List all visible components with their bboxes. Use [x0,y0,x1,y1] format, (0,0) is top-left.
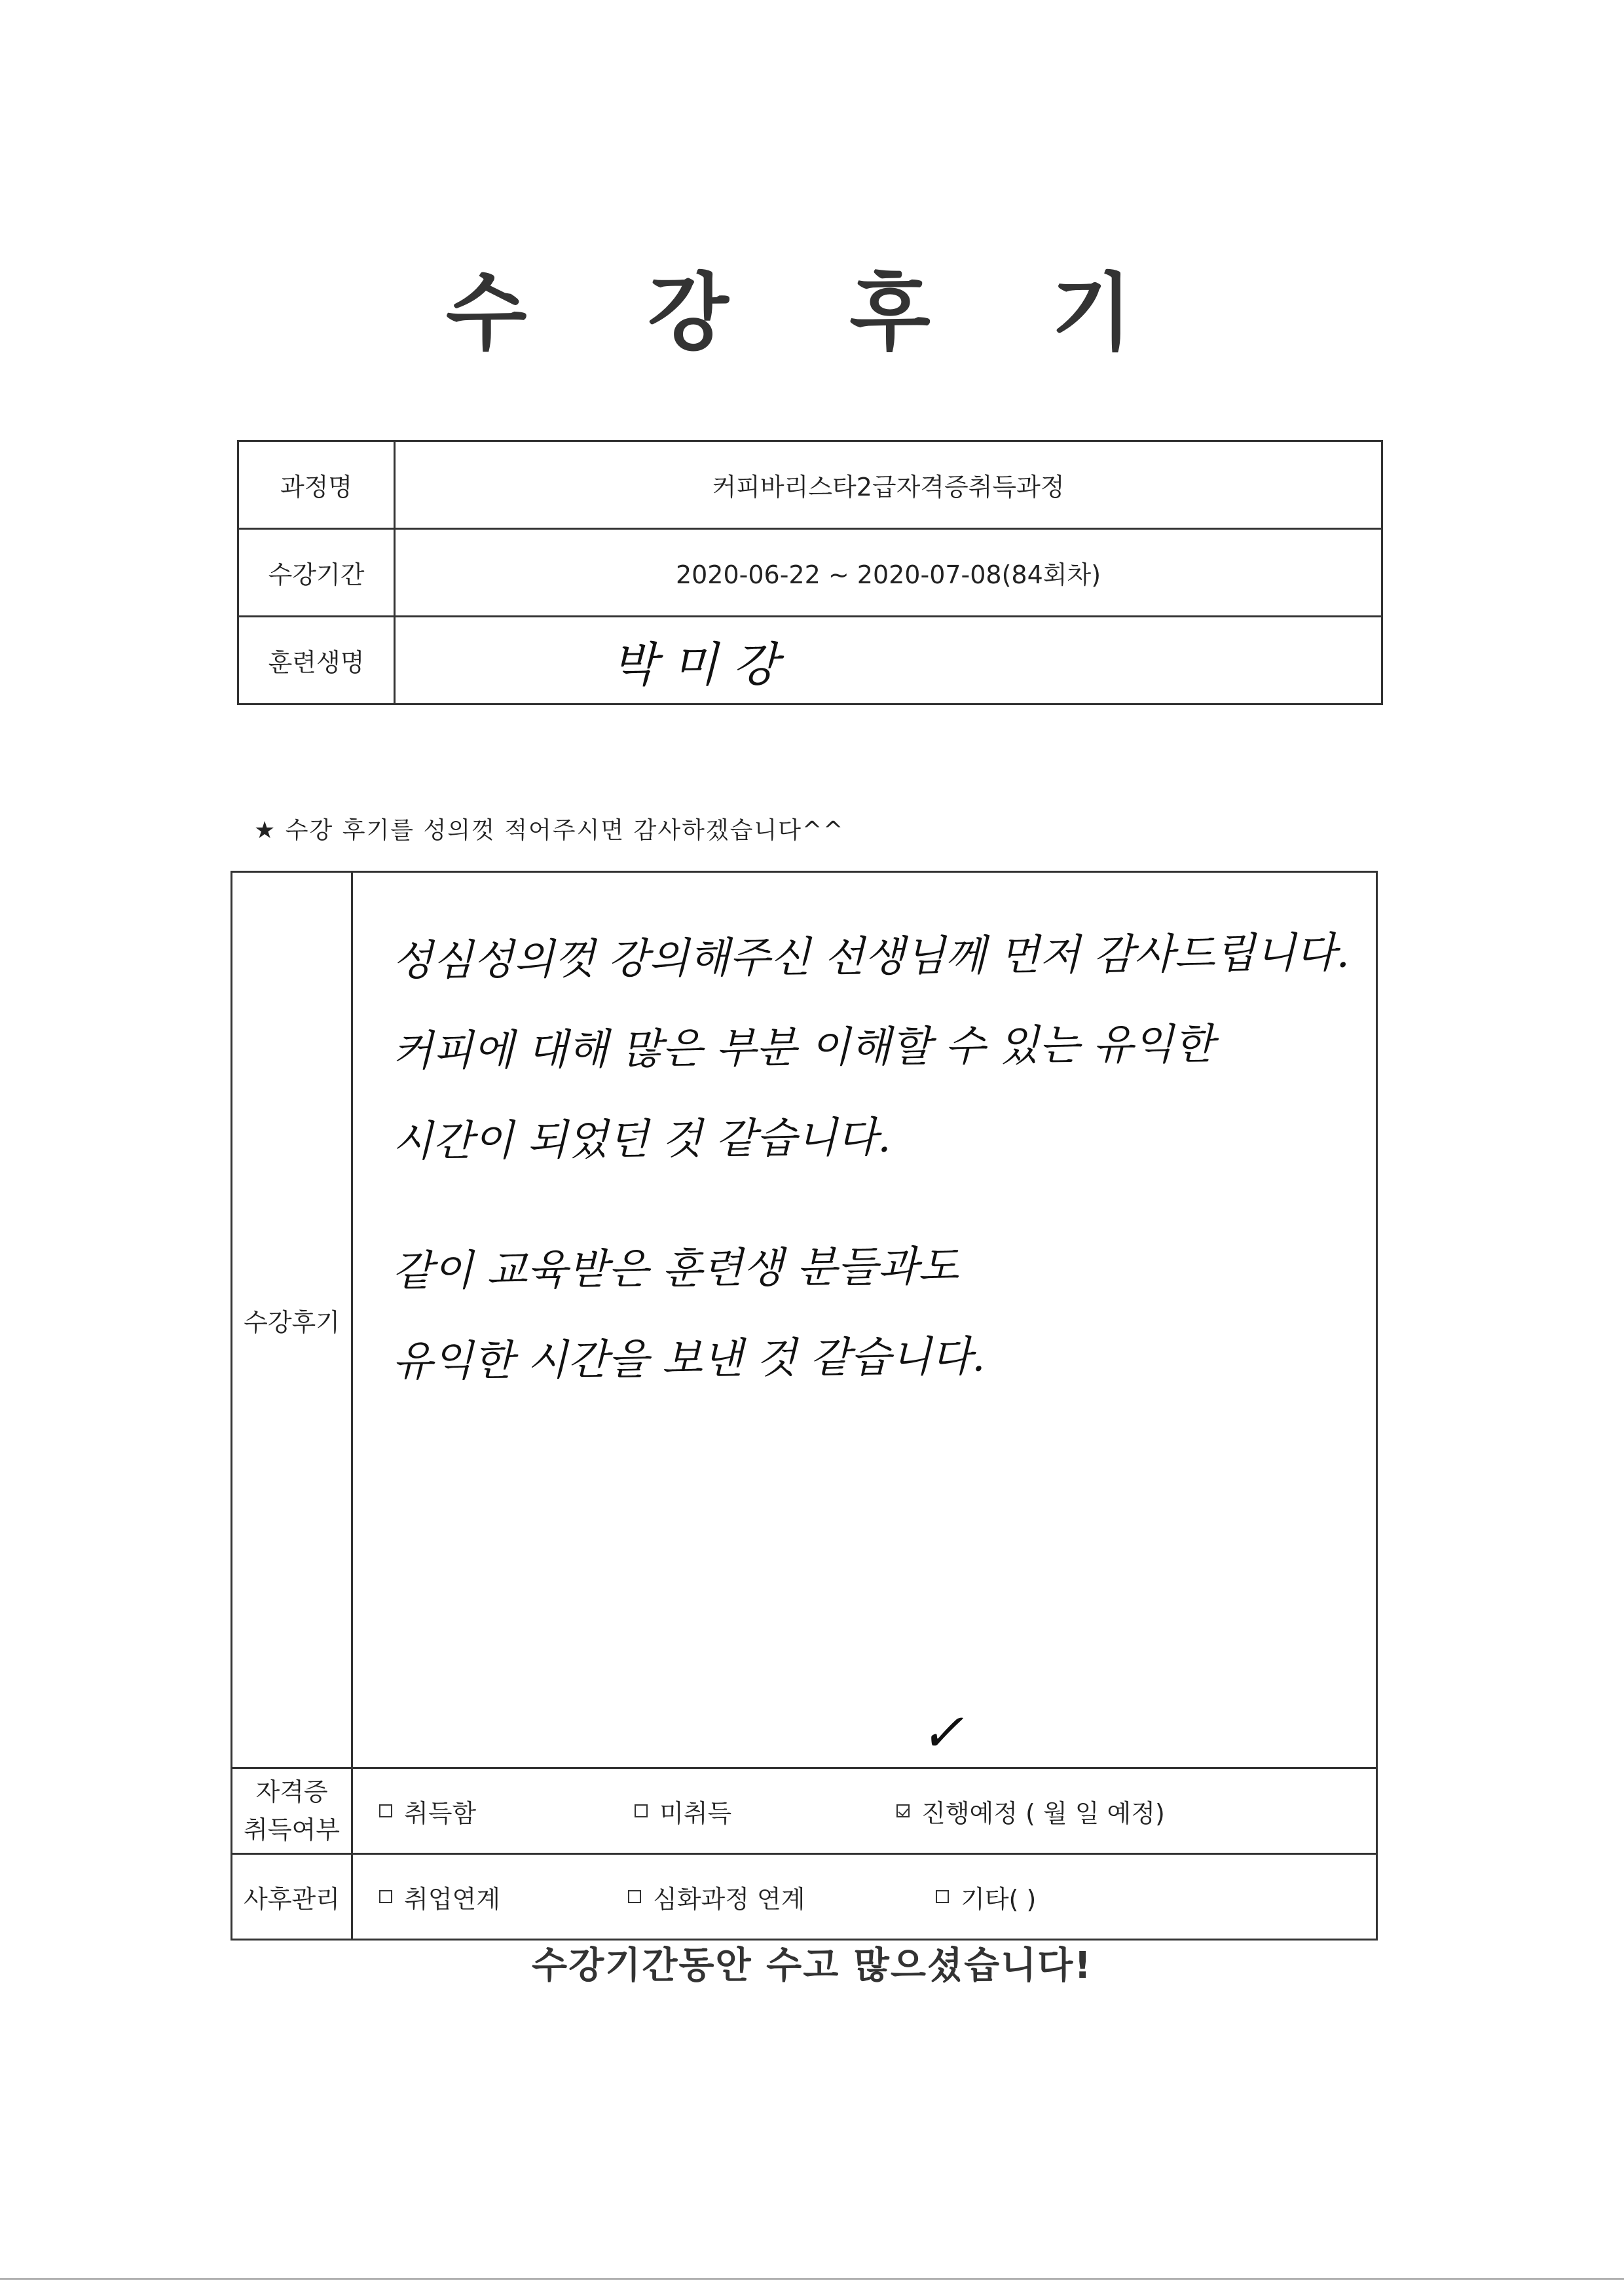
course-label: 과정명 [238,441,395,529]
page-title: 수 강 후 기 [445,264,1179,362]
trainee-row [238,617,1382,704]
option-job-link[interactable] [379,1879,628,1915]
handwritten-check-mark: ✓ [920,1702,965,1763]
trainee-label: 훈련생명 [238,617,395,704]
option-job-link-label: 취업연계 [404,1884,500,1914]
option-in-progress[interactable] [896,1793,1165,1829]
trainee-name-handwritten: 박 미 강 [612,636,779,692]
option-in-progress-label: 진행예정 ( 월 일 예정) [921,1798,1165,1828]
obtained-checkbox[interactable] [379,1804,392,1817]
closing-message: 수강기간동안 수고 많으셨습니다! [532,1944,1092,1987]
option-advanced-course-label: 심화과정 연계 [653,1884,805,1914]
certificate-label [232,1768,352,1854]
review-line-5: 유익한 시간을 보낸 것 같습니다. [392,1332,986,1387]
review-line-3: 시간이 되었던 것 같습니다. [392,1113,891,1167]
period-label: 수강기간 [238,529,395,617]
in-progress-checkbox[interactable] [896,1804,910,1817]
review-line-2: 커피에 대해 많은 부분 이해할 수 있는 유익한 [392,1020,1215,1076]
bottom-divider [0,2278,1624,2280]
review-instruction-note: ★ 수강 후기를 성의껏 적어주시면 감사하겠습니다^^ [254,817,845,844]
option-not-obtained-label: 미취득 [659,1798,732,1828]
followup-label: 사후관리 [232,1854,352,1940]
option-not-obtained[interactable] [635,1793,896,1829]
period-row [238,529,1382,617]
certificate-row [232,1768,1377,1854]
review-table [231,871,1378,1941]
option-obtained-label: 취득함 [404,1798,477,1828]
certificate-label-line1: 자격증 [255,1777,328,1806]
course-row [238,441,1382,529]
course-info-table [237,440,1383,705]
not-obtained-checkbox[interactable] [635,1804,648,1817]
option-other[interactable] [936,1879,1036,1915]
review-text-area [352,872,1377,1768]
certificate-options [352,1768,1377,1854]
review-label: 수강후기 [232,872,352,1768]
other-checkbox[interactable] [936,1890,949,1903]
followup-options [352,1854,1377,1940]
review-row [232,872,1377,1768]
advanced-course-checkbox[interactable] [628,1890,641,1903]
option-other-label: 기타( ) [961,1884,1037,1914]
job-link-checkbox[interactable] [379,1890,392,1903]
course-value: 커피바리스타2급자격증취득과정 [395,441,1382,529]
review-line-4: 같이 교육받은 훈련생 분들과도 [392,1242,959,1296]
option-advanced-course[interactable] [628,1879,936,1915]
review-line-1: 성심성의껏 강의해주신 선생님께 먼저 감사드립니다. [392,928,1350,986]
followup-row [232,1854,1377,1940]
option-obtained[interactable] [379,1793,635,1829]
certificate-label-line2: 취득여부 [244,1815,340,1844]
period-value: 2020-06-22 ~ 2020-07-08(84회차) [395,529,1382,617]
